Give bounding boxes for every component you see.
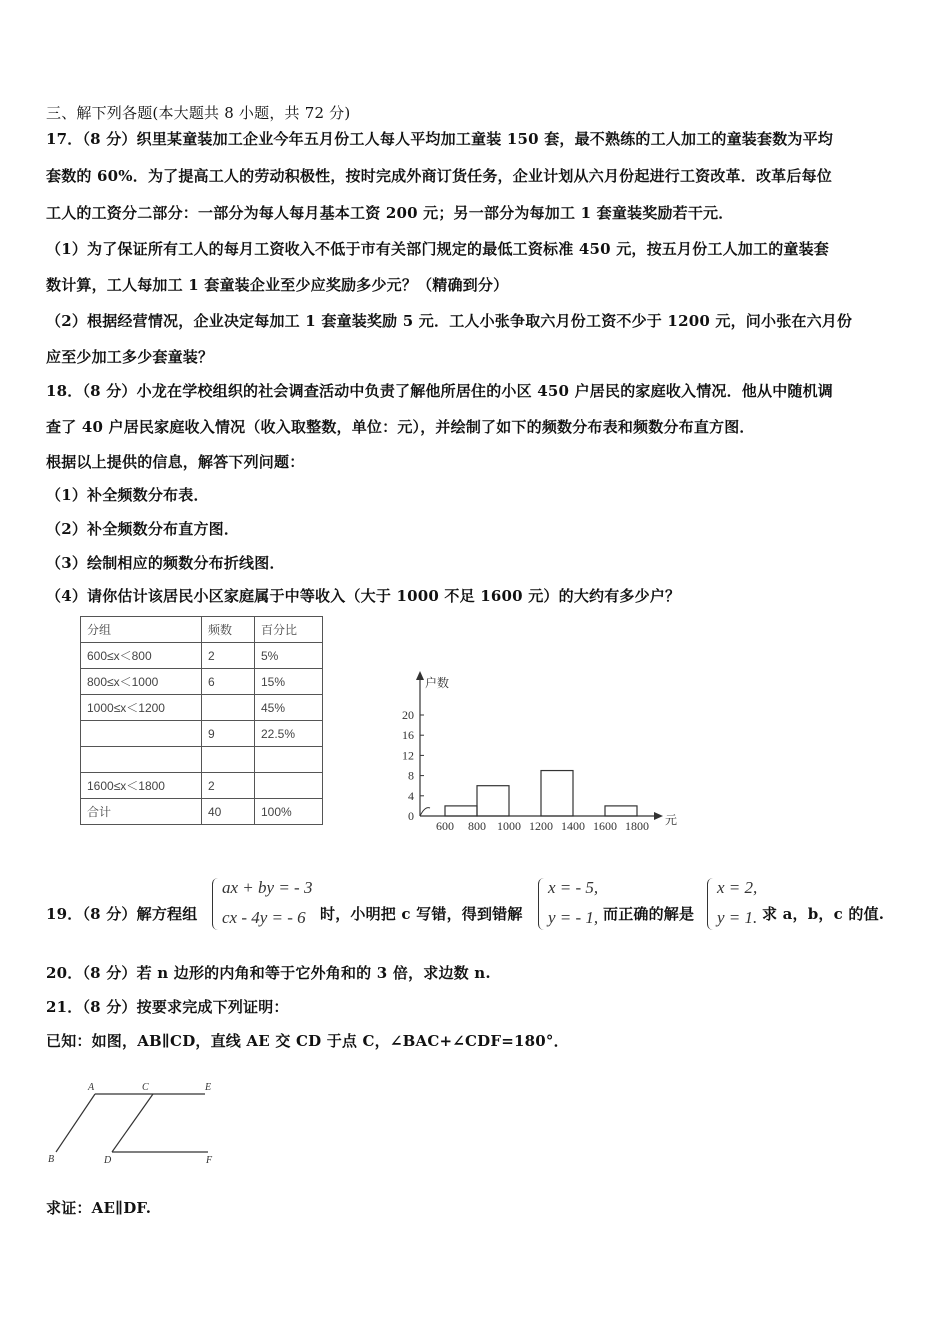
q18-line-5: （2）补全频数分布直方图． <box>46 520 240 538</box>
table-cell: 9 <box>202 721 255 747</box>
q20-text: 20．（8 分）若 n 边形的内角和等于它外角和的 3 倍，求边数 n. <box>46 964 491 982</box>
system1-eq1: ax + by = - 3 <box>222 878 313 897</box>
table-header: 频数 <box>202 617 255 643</box>
table-header: 分组 <box>81 617 202 643</box>
table-cell: 2 <box>202 643 255 669</box>
table-cell <box>255 773 323 799</box>
histogram-bar <box>605 806 637 816</box>
table-cell: 15% <box>255 669 323 695</box>
q18-line-6: （3）绘制相应的频数分布折线图． <box>46 554 285 572</box>
table-cell <box>202 747 255 773</box>
table-cell: 5% <box>255 643 323 669</box>
table-row <box>81 721 323 747</box>
frequency-table <box>80 616 323 825</box>
geometry-figure <box>40 1078 230 1168</box>
y-tick-label: 0 <box>408 809 414 823</box>
table-row <box>81 773 323 799</box>
q18-line-3: 根据以上提供的信息，解答下列问题： <box>46 453 305 471</box>
system1-eq2: cx - 4y = - 6 <box>222 908 306 927</box>
table-cell <box>202 695 255 721</box>
y-tick-label: 12 <box>402 748 414 763</box>
y-tick-label: 8 <box>408 768 414 783</box>
q17-line-2: 套数的 60%．为了提高工人的劳动积极性，按时完成外商订货任务，企业计划从六月份起进行工资改革．改革后每位 <box>46 167 832 185</box>
x-tick-label: 800 <box>468 819 486 833</box>
table-row <box>81 643 323 669</box>
table-row <box>81 669 323 695</box>
system2-eq2: y = - 1, <box>548 908 599 927</box>
q18-line-4: （1）补全频数分布表． <box>46 486 209 504</box>
point-label-a: A <box>88 1082 95 1093</box>
q17-line-1: 17．（8 分）织里某童装加工企业今年五月份工人每人平均加工童装 150 套，最不熟练的工人加工的童装套数为平均 <box>46 130 833 148</box>
table-cell: 600≤x＜800 <box>81 643 202 669</box>
q18-line-7: （4）请你估计该居民小区家庭属于中等收入（大于 1000 不足 1600 元）的大约有多少户？ <box>46 587 681 605</box>
system-brace <box>707 878 716 930</box>
point-label-f: F <box>206 1155 213 1166</box>
x-tick-label: 600 <box>436 819 454 833</box>
y-tick-label: 16 <box>402 728 414 743</box>
table-row <box>81 695 323 721</box>
q17-line-6: （2）根据经营情况，企业决定每加工 1 套童装奖励 5 元．工人小张争取六月份工资不少于 1200 元，问小张在六月份 <box>46 312 853 330</box>
table-cell: 1000≤x＜1200 <box>81 695 202 721</box>
x-tick-label: 1000 <box>497 819 521 833</box>
table-cell: 100% <box>255 799 323 825</box>
histogram-bar <box>477 786 509 816</box>
x-tick-label: 1400 <box>561 819 585 833</box>
q21-title: 21．（8 分）按要求完成下列证明： <box>46 998 289 1016</box>
q17-line-3: 工人的工资分二部分：一部分为每人每月基本工资 200 元；另一部分为每加工 1 套童装奖励若干元． <box>46 204 734 222</box>
point-label-b: B <box>48 1154 55 1165</box>
line-cd <box>112 1094 153 1152</box>
x-tick-label: 1800 <box>625 819 649 833</box>
table-cell: 合计 <box>81 799 202 825</box>
table-cell <box>81 721 202 747</box>
point-label-e: E <box>205 1082 212 1093</box>
q18-line-2: 查了 40 户居民家庭收入情况（收入取整数，单位：元），并绘制了如下的频数分布表和频数分布直方图． <box>46 418 755 436</box>
q21-given: 已知：如图，AB∥CD，直线 AE 交 CD 于点 C，∠BAC+∠CDF=180°． <box>46 1032 569 1050</box>
point-label-c: C <box>142 1082 149 1093</box>
y-axis-label: 户数 <box>425 676 450 690</box>
table-cell: 1600≤x＜1800 <box>81 773 202 799</box>
table-cell: 45% <box>255 695 323 721</box>
q17-line-7: 应至少加工多少套童装？ <box>46 348 214 366</box>
table-row <box>81 747 323 773</box>
y-tick-label: 20 <box>402 708 414 722</box>
table-header-row <box>81 617 323 643</box>
q19-mid2: 而正确的解是 <box>603 905 695 923</box>
system3-eq2: y = 1. <box>717 908 758 927</box>
table-cell: 40 <box>202 799 255 825</box>
table-cell <box>255 747 323 773</box>
histogram-bar <box>445 806 477 816</box>
table-header: 百分比 <box>255 617 323 643</box>
section-title: 三、解下列各题(本大题共 8 小题，共 72 分) <box>46 104 351 122</box>
q18-line-1: 18．（8 分）小龙在学校组织的社会调查活动中负责了解他所居住的小区 450 户居民的家庭收入情况．他从中随机调 <box>46 382 833 400</box>
table-cell: 22.5% <box>255 721 323 747</box>
system-brace <box>212 878 221 930</box>
q19-mid1: 时，小明把 c 写错，得到错解 <box>320 905 523 923</box>
x-axis-label: 元 <box>665 813 678 827</box>
x-tick-label: 1200 <box>529 819 553 833</box>
table-cell: 2 <box>202 773 255 799</box>
y-axis-arrow <box>416 671 424 680</box>
q19-prefix: 19．（8 分）解方程组 <box>46 905 198 923</box>
x-axis-arrow <box>654 812 663 820</box>
system3-eq1: x = 2, <box>717 878 758 897</box>
table-cell <box>81 747 202 773</box>
histogram-chart <box>395 668 695 838</box>
axis-break-mark <box>420 808 430 816</box>
table-row <box>81 799 323 825</box>
system2-eq1: x = - 5, <box>548 878 599 897</box>
system-brace <box>538 878 547 930</box>
y-tick-label: 4 <box>408 788 414 803</box>
histogram-bar <box>541 771 573 816</box>
x-tick-label: 1600 <box>593 819 617 833</box>
q17-line-5: 数计算，工人每加工 1 套童装企业至少应奖励多少元？（精确到分） <box>46 276 509 294</box>
line-ab <box>56 1094 95 1152</box>
table-cell: 6 <box>202 669 255 695</box>
q21-prove: 求证：AE∥DF. <box>46 1199 152 1217</box>
point-label-d: D <box>104 1155 112 1166</box>
table-cell: 800≤x＜1000 <box>81 669 202 695</box>
q17-line-4: （1）为了保证所有工人的每月工资收入不低于市有关部门规定的最低工资标准 450 元，按五月份工人加工的童装套 <box>46 240 829 258</box>
q19-suffix: 求 a，b，c 的值. <box>762 905 885 923</box>
